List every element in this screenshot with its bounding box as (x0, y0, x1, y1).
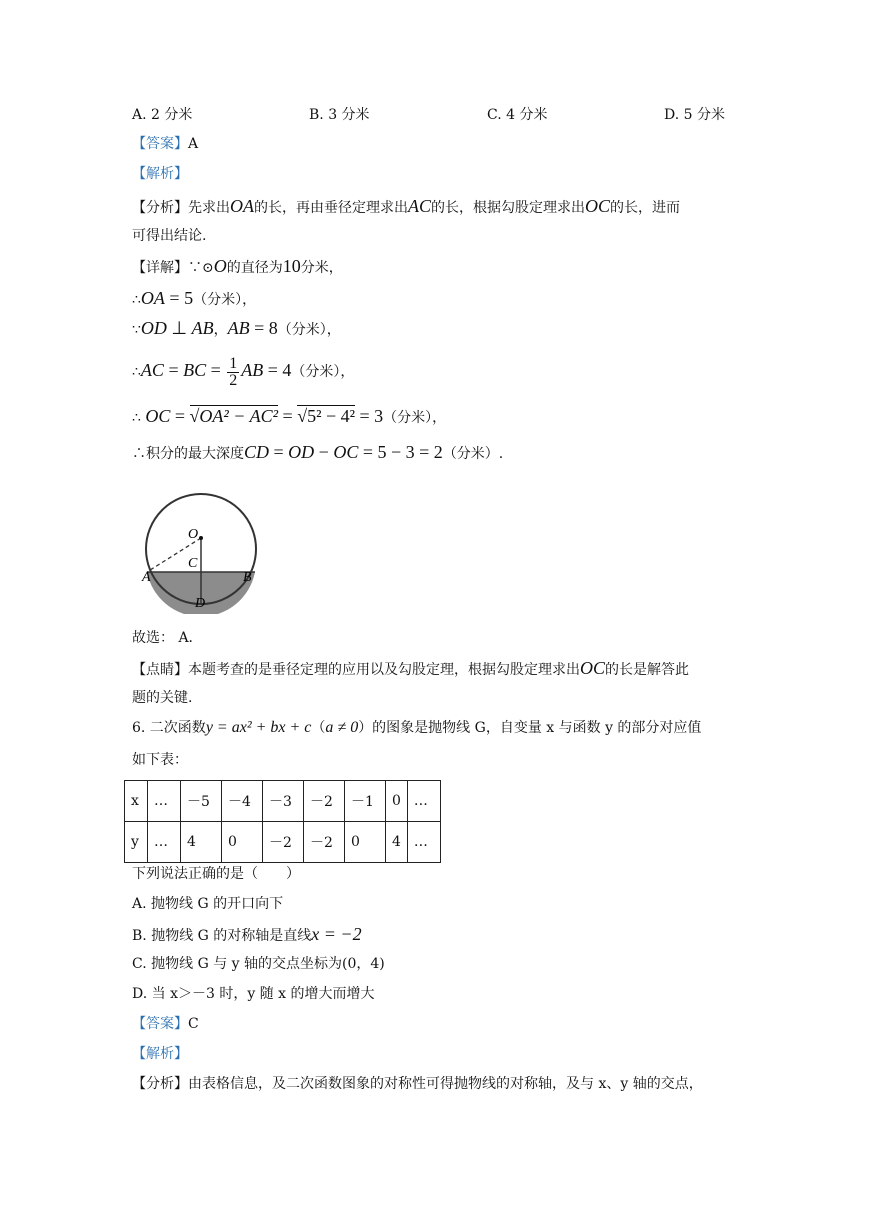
table-cell: －3 (263, 781, 304, 822)
fraction-num: 1 (229, 354, 238, 372)
math-op: = (278, 406, 298, 426)
value-table (124, 780, 441, 863)
math-var: BC (183, 360, 207, 380)
math-num: = 8 (249, 318, 278, 338)
math-var: AB (227, 318, 250, 338)
text: 本题考查的是垂径定理的应用以及勾股定理，根据勾股定理求出 (188, 662, 580, 678)
fenxi-tag: 【分析】 (132, 1076, 188, 1092)
math-op: = (170, 406, 190, 426)
answer-value: A (188, 136, 199, 152)
math-var: AC (140, 360, 164, 380)
table-cell: －4 (222, 781, 263, 822)
table-row-x (125, 781, 441, 822)
table-cell: 0 (386, 781, 408, 822)
math-var: AB (241, 360, 264, 380)
question-6-line2: 如下表： (132, 752, 188, 768)
math-var: OC (580, 658, 606, 678)
math-op: − (314, 442, 334, 462)
text: ∴积分的最大深度 (132, 446, 244, 462)
text: （分米）， (291, 364, 355, 380)
table-cell: … (148, 781, 181, 822)
text: ∴ (132, 410, 146, 426)
table-cell: －2 (304, 822, 345, 863)
text: ∵⊙ (188, 260, 214, 276)
text: （ (311, 720, 326, 736)
label-d: D (195, 596, 206, 611)
table-cell: x (125, 781, 148, 822)
xiangjie-line3 (132, 318, 341, 340)
table-cell: －2 (304, 781, 345, 822)
xiangjie-line5 (132, 406, 446, 428)
table-cell: y (125, 822, 148, 863)
math-op: ⊥ (166, 318, 192, 338)
math-num: = 5 (164, 288, 194, 308)
math-num: = 4 (263, 360, 292, 380)
math-var: OA (140, 288, 165, 308)
math-num: = 3 (355, 406, 384, 426)
table-cell: －2 (263, 822, 304, 863)
text: 的长，进而 (610, 200, 681, 216)
answer-6 (132, 1014, 199, 1034)
text: 由表格信息，及二次函数图象的对称性可得抛物线的对称轴，及与 x、y 轴的交点， (188, 1076, 703, 1092)
text: 分米， (300, 260, 343, 276)
analysis-heading-6: 【解析】 (132, 1046, 188, 1062)
math-num: 10 (282, 256, 301, 276)
fenxi-5 (132, 196, 680, 218)
text: ∵ (132, 322, 141, 338)
label-a: A (142, 570, 151, 585)
q6-prompt: 下列说法正确的是（ ） (132, 866, 300, 882)
table-cell: 4 (386, 822, 408, 863)
text: （分米）， (193, 292, 257, 308)
math-var: OC (585, 196, 611, 216)
xiangjie-line1 (132, 256, 343, 278)
math-expr: x = −2 (311, 924, 362, 944)
table-cell: －5 (181, 781, 222, 822)
fraction-half (227, 356, 239, 389)
text: 先求出 (188, 200, 230, 216)
table-cell: … (407, 822, 440, 863)
math-op: = (163, 360, 184, 380)
option-b: B. 3 分米 (309, 107, 370, 123)
option-d: D. 5 分米 (664, 107, 725, 123)
xiangjie-line2 (132, 288, 256, 310)
table-cell: 0 (222, 822, 263, 863)
text: 的长是解答此 (605, 662, 690, 678)
text: （分米）. (442, 446, 504, 462)
math-op: = (269, 442, 289, 462)
math-cond: a ≠ 0 (325, 719, 359, 736)
table-cell: … (407, 781, 440, 822)
table-row-y (125, 822, 441, 863)
answer-value: C (188, 1016, 199, 1032)
table-cell: －1 (345, 781, 386, 822)
q6-option-d: D. 当 x＞－3 时，y 随 x 的增大而增大 (132, 986, 375, 1002)
xiangjie-tag: 【详解】 (132, 260, 188, 276)
text: 的长，再由垂径定理求出 (254, 200, 408, 216)
xiangjie-line6 (132, 442, 503, 464)
fraction-den: 2 (229, 371, 238, 389)
text: ∴ (132, 364, 141, 380)
math-var: OA (230, 196, 254, 216)
math-op: = (206, 360, 226, 380)
text: 的直径为 (226, 260, 283, 276)
text: ∴ (132, 292, 141, 308)
label-c: C (188, 556, 198, 571)
math-formula: y = ax² + bx + c (205, 719, 312, 736)
fenxi-5-line2: 可得出结论. (132, 228, 207, 244)
answer-tag: 【答案】 (132, 136, 188, 152)
dianjing-tag: 【点睛】 (132, 662, 188, 678)
dianjing (132, 658, 689, 680)
text: B. 抛物线 G 的对称轴是直线 (132, 928, 312, 944)
math-var: OC (145, 406, 171, 426)
label-o: O (188, 527, 199, 542)
fenxi-6 (132, 1074, 703, 1094)
text: 的长，根据勾股定理求出 (431, 200, 586, 216)
math-var: AB (191, 318, 214, 338)
table-cell: 4 (181, 822, 222, 863)
option-c: C. 4 分米 (487, 107, 548, 123)
text: ）的图象是抛物线 G，自变量 x 与函数 y 的部分对应值 (358, 720, 702, 736)
math-var: OD (288, 442, 315, 462)
sqrt-expr: √5² − 4² (297, 406, 356, 426)
math-var: O (213, 256, 227, 276)
option-a: A. 2 分米 (132, 107, 193, 123)
label-b: B (243, 570, 252, 585)
table-cell: 0 (345, 822, 386, 863)
sqrt-expr: √OA² − AC² (189, 406, 279, 426)
answer-tag: 【答案】 (132, 1016, 188, 1032)
q6-option-b (132, 924, 362, 946)
text: （分米）， (277, 322, 341, 338)
fenxi-tag: 【分析】 (132, 200, 188, 216)
dianjing-line2: 题的关键. (132, 690, 193, 706)
guxuan: 故选： A． (132, 630, 203, 646)
text: （分米）， (383, 410, 447, 426)
math-num: = 5 − 3 = 2 (358, 442, 443, 462)
answer-5 (132, 134, 198, 154)
math-var: OC (333, 442, 359, 462)
math-var: AC (408, 196, 432, 216)
text: ， (213, 322, 228, 338)
center-point (199, 536, 203, 540)
circle-figure (136, 488, 266, 614)
math-var: CD (244, 442, 270, 462)
math-var: OD (140, 318, 167, 338)
question-6 (132, 718, 701, 738)
table-cell: … (148, 822, 181, 863)
text: 6. 二次函数 (132, 720, 206, 736)
xiangjie-line4 (132, 352, 354, 390)
q6-option-a: A. 抛物线 G 的开口向下 (132, 896, 284, 912)
analysis-heading: 【解析】 (132, 166, 188, 182)
q6-option-c: C. 抛物线 G 与 y 轴的交点坐标为(0，4) (132, 956, 385, 972)
